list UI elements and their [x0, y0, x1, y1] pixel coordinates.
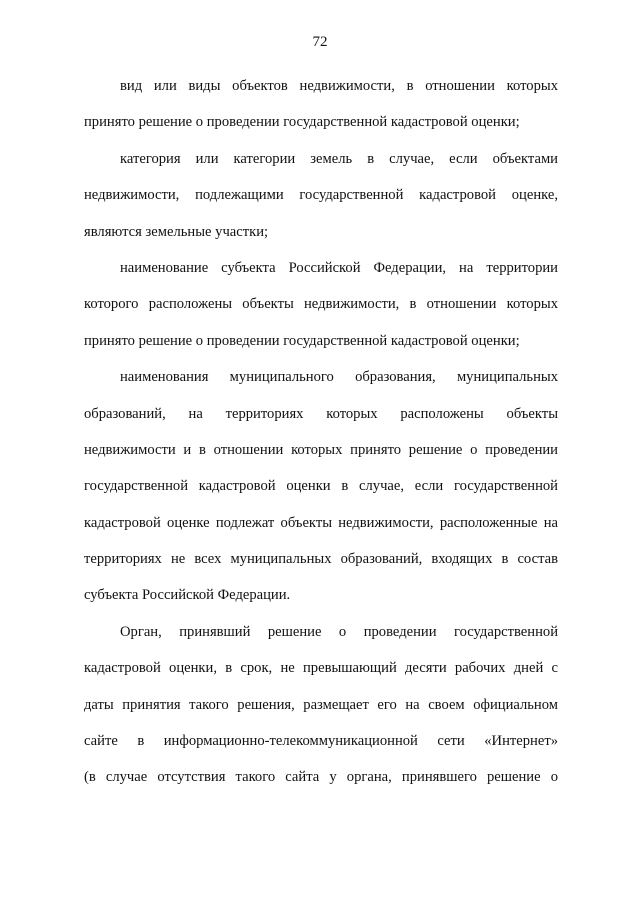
text-line: образований, на территориях которых расположены объекты [84, 405, 558, 422]
text-line: которого расположены объекты недвижимости, в отношении которых [84, 296, 558, 313]
text-line: даты принятия такого решения, размещает его на своем официальном [84, 696, 558, 713]
text-line: субъекта Российской Федерации. [84, 587, 291, 604]
text-line: являются земельные участки; [84, 223, 269, 240]
text-line: государственной кадастровой оценки в случае, если государственной [84, 478, 558, 495]
paragraph-federation-subject [84, 250, 558, 359]
text-line: кадастровой оценке подлежат объекты недвижимости, расположенные на [84, 514, 558, 531]
page-number: 72 [312, 34, 328, 50]
paragraph-municipal-names [84, 359, 558, 614]
text-line: наименования муниципального образования, муниципальных [120, 369, 558, 386]
text-line: принято решение о проведении государственной кадастровой оценки; [84, 114, 520, 131]
text-line: Орган, принявший решение о проведении государственной [120, 623, 558, 640]
text-line: недвижимости, подлежащими государственной кадастровой оценке, [84, 187, 558, 204]
paragraph-object-types [84, 68, 558, 141]
text-line: кадастровой оценки, в срок, не превышающий десяти рабочих дней с [84, 660, 558, 677]
text-line: (в случае отсутствия такого сайта у органа, принявшего решение о [84, 769, 558, 786]
text-line: категория или категории земель в случае, если объектами [120, 150, 558, 167]
text-line: вид или виды объектов недвижимости, в отношении которых [120, 78, 558, 94]
paragraph-publication-duty [84, 614, 558, 796]
text-line: принято решение о проведении государственной кадастровой оценки; [84, 332, 520, 349]
text-line: наименование субъекта Российской Федерации, на территории [120, 259, 558, 276]
text-line: недвижимости и в отношении которых принято решение о проведении [84, 441, 558, 458]
paragraph-land-category [84, 141, 558, 250]
text-line: сайте в информационно-телекоммуникационной сети «Интернет» [84, 733, 558, 750]
text-line: территориях не всех муниципальных образований, входящих в состав [84, 551, 558, 568]
document-body [84, 68, 558, 796]
